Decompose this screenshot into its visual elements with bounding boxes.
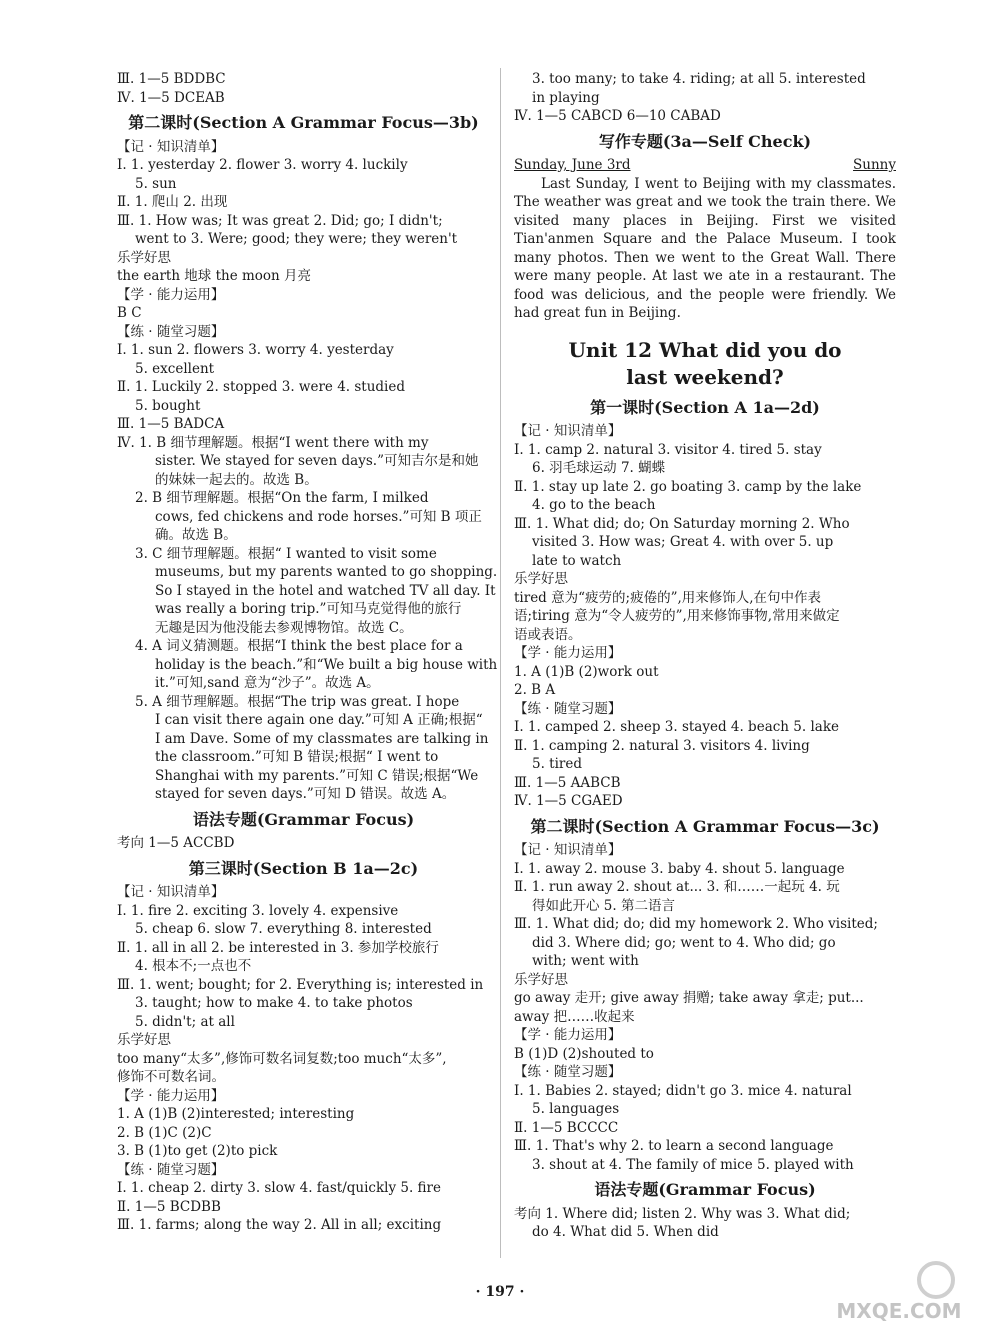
unit-title-line: last weekend? <box>626 364 784 389</box>
answer-line: 乐学好思 <box>514 971 568 988</box>
answer-line: the classroom.”可知 B 错误;根据“ I went to <box>155 749 439 765</box>
answer-line: 5. tired <box>532 756 582 772</box>
section-heading: 第一课时(Section A 1a—2d) <box>590 397 820 417</box>
answer-line: Ⅲ. 1—5 AABCB <box>514 774 621 791</box>
right-column <box>514 70 896 1242</box>
answer-line: 4. A 词义猜测题。根据“I think the best place for a <box>135 638 463 654</box>
answer-line: 4. go to the beach <box>532 497 656 513</box>
answer-line: 乐学好思 <box>117 249 171 266</box>
answer-line: Ⅰ. 1. camp 2. natural 3. visitor 4. tired 5. stay <box>514 441 822 458</box>
answer-line: 3. too many; to take 4. riding; at all 5. interested <box>532 71 866 87</box>
answer-line: 5. A 细节理解题。根据“The trip was great. I hope <box>135 693 460 710</box>
answer-line: Shanghai with my parents.”可知 C 错误;根据“We <box>155 767 479 784</box>
answer-line: I am Dave. Some of my classmates are talking in <box>155 730 489 747</box>
answer-line: stayed for seven days.”可知 D 错误。故选 A。 <box>155 786 456 802</box>
answer-line: museums, but my parents wanted to go shopping. <box>155 564 498 580</box>
answer-line: the earth 地球 the moon 月亮 <box>117 268 312 284</box>
answer-line: 1. A (1)B (2)work out <box>514 663 659 680</box>
answer-line: 5. languages <box>532 1101 620 1117</box>
answer-line: Ⅱ. 1—5 BCCCC <box>514 1119 619 1136</box>
answer-line: holiday is the beach.”和“We built a big house with <box>155 656 498 673</box>
answer-line: Ⅳ. 1—5 DCEAB <box>117 89 225 106</box>
answer-line: 6. 羽毛球运动 7. 蝴蝶 <box>532 460 666 476</box>
section-heading: 第三课时(Section B 1a—2c) <box>188 858 419 878</box>
left-column <box>117 70 498 1235</box>
watermark-logo <box>806 1258 992 1324</box>
page-number: · 197 · <box>475 1284 525 1300</box>
answer-line: 【学 · 能力运用】 <box>117 1087 225 1104</box>
answer-line: with; went with <box>532 953 639 969</box>
answer-line: 【练 · 随堂习题】 <box>117 1161 225 1178</box>
answer-line: B C <box>117 305 142 321</box>
answer-line: late to watch <box>532 552 622 569</box>
answer-line: 【练 · 随堂习题】 <box>514 1064 622 1080</box>
answer-line: 5. sun <box>135 175 177 192</box>
answer-line: do 4. What did 5. When did <box>532 1224 719 1240</box>
answer-line: Ⅳ. 1—5 CABCD 6—10 CABAD <box>514 108 721 124</box>
answer-line: 【练 · 随堂习题】 <box>117 323 225 340</box>
answer-line: go away 走开; give away 捐赠; take away 拿走; put... <box>514 990 864 1006</box>
answer-line: Ⅲ. 1. farms; along the way 2. All in all; exciting <box>117 1217 442 1233</box>
answer-line: Ⅱ. 1. all in all 2. be interested in 3. 参加学校旅行 <box>117 939 439 956</box>
answer-line: Ⅰ. 1. sun 2. flowers 3. worry 4. yesterday <box>117 342 394 358</box>
answer-line: 【练 · 随堂习题】 <box>514 700 622 717</box>
answer-line: Ⅱ. 1—5 BCDBB <box>117 1198 221 1215</box>
answer-line: 考向 1—5 ACCBD <box>117 835 235 851</box>
answer-line: did 3. Where did; go; went to 4. Who did; go <box>532 934 836 951</box>
answer-line: 5. didn't; at all <box>135 1013 235 1030</box>
answer-line: sister. We stayed for seven days.”可知吉尔是和她 <box>155 453 479 469</box>
answer-line: 乐学好思 <box>117 1032 171 1048</box>
answer-line: 【记 · 知识清单】 <box>514 842 622 858</box>
answer-line: Ⅰ. 1. away 2. mouse 3. baby 4. shout 5. language <box>514 860 845 877</box>
answer-line: So I stayed in the hotel and watched TV all day. It <box>155 582 496 599</box>
section-heading: 语法专题(Grammar Focus) <box>192 809 415 829</box>
answer-line: Ⅲ. 1—5 BDDBC <box>117 71 226 87</box>
answer-line: 的妹妹一起去的。故选 B。 <box>155 471 318 488</box>
section-heading: 写作专题(3a—Self Check) <box>598 131 812 151</box>
answer-line: 【记 · 知识清单】 <box>514 423 622 439</box>
diary-weather: Sunny <box>853 157 896 173</box>
answer-line: Ⅲ. 1. went; bought; for 2. Everything is; interested in <box>117 976 484 993</box>
answer-line: 【记 · 知识清单】 <box>117 138 225 155</box>
answer-line: 4. 根本不;一点也不 <box>135 958 252 974</box>
answer-line: away 把……收起来 <box>514 1008 635 1025</box>
answer-line: 1. A (1)B (2)interested; interesting <box>117 1106 355 1122</box>
answer-line: 5. bought <box>135 397 201 414</box>
answer-line: Ⅰ. 1. camped 2. sheep 3. stayed 4. beach 5. lake <box>514 719 839 735</box>
answer-line: Ⅳ. 1. B 细节理解题。根据“I went there with my <box>117 434 429 451</box>
answer-line: 5. cheap 6. slow 7. everything 8. interested <box>135 921 432 937</box>
answer-line: 修饰不可数名词。 <box>117 1069 225 1085</box>
answer-line: Ⅰ. 1. yesterday 2. flower 3. worry 4. luckily <box>117 157 408 173</box>
answer-line: 乐学好思 <box>514 571 568 587</box>
answer-line: went to 3. Were; good; they were; they weren't <box>135 231 458 247</box>
answer-line: 3. shout at 4. The family of mice 5. played with <box>532 1156 854 1173</box>
answer-line: Ⅱ. 1. camping 2. natural 3. visitors 4. living <box>514 737 810 754</box>
answer-line: 5. excellent <box>135 360 215 377</box>
answer-line: Ⅰ. 1. fire 2. exciting 3. lovely 4. expensive <box>117 902 399 919</box>
answer-line: it.”可知,sand 意为“沙子”。故选 A。 <box>155 675 380 691</box>
answer-line: 2. B A <box>514 682 556 698</box>
unit-title <box>514 337 896 391</box>
answer-line: 得如此开心 5. 第二语言 <box>532 897 675 914</box>
answer-line: visited 3. How was; Great 4. with over 5. up <box>532 534 834 550</box>
answer-line: was really a boring trip.”可知马克觉得他的旅行 <box>155 601 462 617</box>
answer-line: 2. B 细节理解题。根据“On the farm, I milked <box>135 490 429 506</box>
answer-line: 【学 · 能力运用】 <box>117 286 225 303</box>
answer-line: Ⅰ. 1. Babies 2. stayed; didn't go 3. mice 4. natural <box>514 1082 852 1099</box>
answer-line: in playing <box>532 89 600 106</box>
answer-line: 【记 · 知识清单】 <box>117 884 225 900</box>
answer-line: 【学 · 能力运用】 <box>514 1027 622 1043</box>
answer-line: I can visit there again one day.”可知 A 正确;根据“ <box>155 712 483 728</box>
answer-line: 无趣是因为他没能去参观博物馆。故选 C。 <box>155 619 413 636</box>
answer-line: 考向 1. Where did; listen 2. Why was 3. What did; <box>514 1205 851 1222</box>
answer-line: 3. taught; how to make 4. to take photos <box>135 995 413 1011</box>
answer-line: 确。故选 B。 <box>155 527 237 543</box>
answer-line: 语;tiring 意为“令人疲劳的”,用来修饰事物,常用来做定 <box>514 608 840 624</box>
answer-line: Ⅲ. 1. That's why 2. to learn a second language <box>514 1138 834 1154</box>
answer-line: B (1)D (2)shouted to <box>514 1045 654 1062</box>
answer-line: 3. B (1)to get (2)to pick <box>117 1143 278 1159</box>
answer-line: Ⅲ. 1. What did; do; On Saturday morning 2. Who <box>514 515 850 532</box>
answer-line: cows, fed chickens and rode horses.”可知 B 项正 <box>155 508 482 525</box>
section-heading: 语法专题(Grammar Focus) <box>594 1180 816 1199</box>
column-divider <box>500 68 501 1258</box>
section-heading: 第二课时(Section A Grammar Focus—3c) <box>530 816 880 836</box>
answer-line: 3. C 细节理解题。根据“ I wanted to visit some <box>135 545 437 562</box>
unit-title-line: Unit 12 What did you do <box>568 337 842 362</box>
section-heading: 第二课时(Section A Grammar Focus—3b) <box>128 113 479 132</box>
diary-date-line <box>514 156 896 175</box>
answer-line: Ⅲ. 1. What did; do; did my homework 2. Who visited; <box>514 916 878 932</box>
diary-date: Sunday, June 3rd <box>514 157 631 173</box>
answer-line: Ⅲ. 1—5 BADCA <box>117 416 225 432</box>
answer-line: 2. B (1)C (2)C <box>117 1124 212 1141</box>
answer-line: Ⅳ. 1—5 CGAED <box>514 793 623 809</box>
answer-line: tired 意为“疲劳的;疲倦的”,用来修饰人,在句中作表 <box>514 589 822 606</box>
answer-line: Ⅱ. 1. 爬山 2. 出现 <box>117 194 228 210</box>
answer-line: Ⅱ. 1. Luckily 2. stopped 3. were 4. studied <box>117 379 406 395</box>
watermark-text: MXQE.COM <box>836 1299 962 1323</box>
answer-line: Ⅲ. 1. How was; It was great 2. Did; go; I didn't; <box>117 212 443 229</box>
answer-line: too many“太多”,修饰可数名词复数;too much“太多”, <box>117 1050 447 1067</box>
answer-line: 【学 · 能力运用】 <box>514 645 622 661</box>
answer-line: Ⅱ. 1. run away 2. shout at... 3. 和……一起玩 4. 玩 <box>514 879 840 895</box>
answer-line: 语或表语。 <box>514 626 582 643</box>
essay-paragraph: Last Sunday, I went to Beijing with my classmates. The weather was great and we took the train there. We visited many places in Beijing. First we visited Tian'anmen Square and the Palace Museum. I took many photos. Then we went to the Great Wall. There were many people. At last we ate in a restaurant. The food was delicious, and the people were friendly. We had great fun in Beijing. <box>514 175 896 321</box>
answer-line: Ⅰ. 1. cheap 2. dirty 3. slow 4. fast/quickly 5. fire <box>117 1180 441 1196</box>
answer-line: Ⅱ. 1. stay up late 2. go boating 3. camp by the lake <box>514 478 862 495</box>
